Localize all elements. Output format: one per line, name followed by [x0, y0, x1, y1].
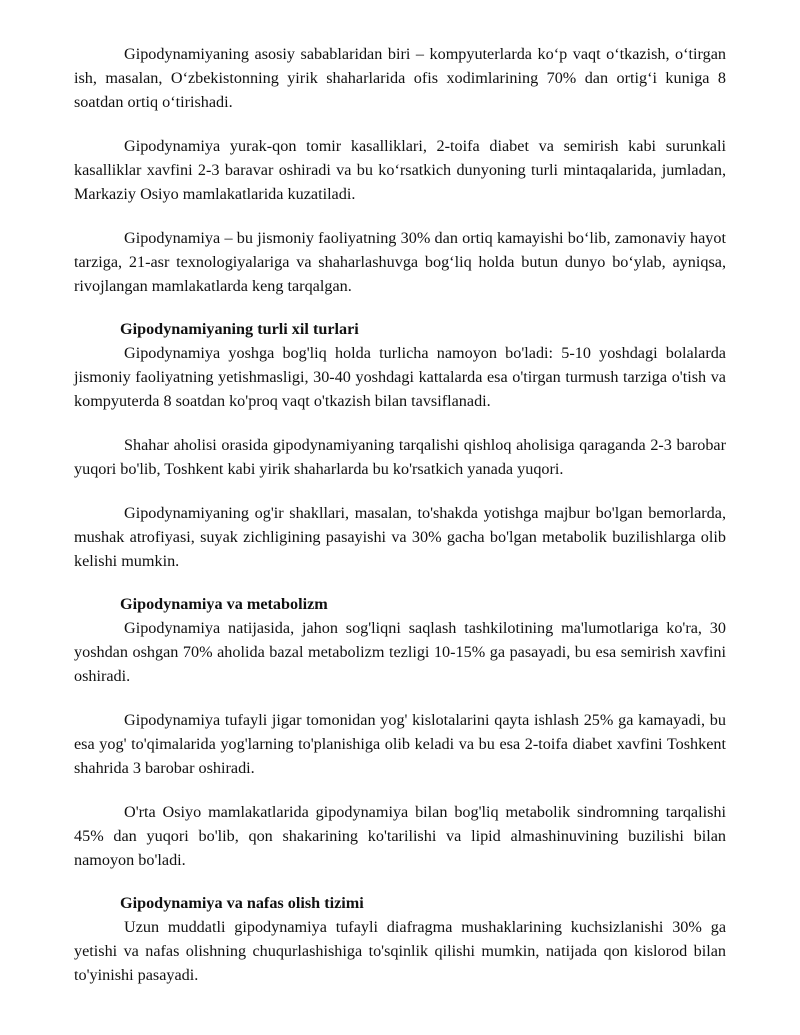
- paragraph-6: Gipodynamiyaning og'ir shakllari, masalan, to'shakda yotishga majbur bo'lgan bemorlarda, mushak atrofiyasi, suyak zichligining pasayishi va 30% gacha bo'lgan metabolik buzilishlarga olib kelishi mumkin.: [74, 504, 726, 570]
- paragraph-10: Uzun muddatli gipodynamiya tufayli diafragma mushaklarining kuchsizlanishi 30% ga yetishi va nafas olishning chuqurlashishiga to'sqinlik qilishi mumkin, natijada qon kislorod bilan to'yinishi pasayadi.: [74, 918, 726, 984]
- paragraph-5: Shahar aholisi orasida gipodynamiyaning tarqalishi qishloq aholisiga qaraganda 2-3 barobar yuqori bo'lib, Toshkent kabi yirik shaharlarda bu ko'rsatkich yanada yuqori.: [74, 436, 726, 478]
- paragraph-4: Gipodynamiya yoshga bog'liq holda turlicha namoyon bo'ladi: 5-10 yoshdagi bolalarda jismoniy faoliyatning yetishmasligi, 30-40 yoshdagi kattalarda esa o'tirgan turmush tarziga o'tish va kompyuterda 8 soatdan ko'proq vaqt o'tkazish bilan tavsiflanadi.: [74, 344, 726, 410]
- document-page: [74, 42, 726, 987]
- section-heading-types: Gipodynamiyaning turli xil turlari: [120, 320, 359, 338]
- paragraph-3: Gipodynamiya – bu jismoniy faoliyatning 30% dan ortiq kamayishi bo‘lib, zamonaviy hayot tarziga, 21-asr texnologiyalariga va shaharlashuvga bog‘liq holda butun dunyo bo‘ylab, ayniqsa, rivojlangan mamlakatlarda keng tarqalgan.: [74, 229, 726, 295]
- section-heading-respiratory: Gipodynamiya va nafas olish tizimi: [120, 894, 364, 912]
- paragraph-8: Gipodynamiya tufayli jigar tomonidan yog' kislotalarini qayta ishlash 25% ga kamayadi, bu esa yog' to'qimalarida yog'larning to'planishiga olib keladi va bu esa 2-toifa diabet xavfini Toshkent shahrida 3 barobar oshiradi.: [74, 711, 726, 777]
- section-heading-metabolism: Gipodynamiya va metabolizm: [120, 595, 328, 613]
- paragraph-9: O'rta Osiyo mamlakatlarida gipodynamiya bilan bog'liq metabolik sindromning tarqalishi 45% dan yuqori bo'lib, qon shakarining ko'tarilishi va lipid almashinuvining buzilishi bilan namoyon bo'ladi.: [74, 803, 726, 869]
- paragraph-7: Gipodynamiya natijasida, jahon sog'liqni saqlash tashkilotining ma'lumotlariga ko'ra, 30 yoshdan oshgan 70% aholida bazal metabolizm tezligi 10-15% ga pasayadi, bu esa semirish xavfini oshiradi.: [74, 619, 726, 685]
- paragraph-1: Gipodynamiyaning asosiy sabablaridan biri – kompyuterlarda ko‘p vaqt o‘tkazish, o‘tirgan ish, masalan, O‘zbekistonning yirik shaharlarida ofis xodimlarining 70% dan ortig‘i kuniga 8 soatdan ortiq o‘tirishadi.: [74, 45, 726, 111]
- paragraph-2: Gipodynamiya yurak-qon tomir kasalliklari, 2-toifa diabet va semirish kabi surunkali kasalliklar xavfini 2-3 baravar oshiradi va bu ko‘rsatkich dunyoning turli mintaqalarida, jumladan, Markaziy Osiyo mamlakatlarida kuzatiladi.: [74, 137, 726, 203]
